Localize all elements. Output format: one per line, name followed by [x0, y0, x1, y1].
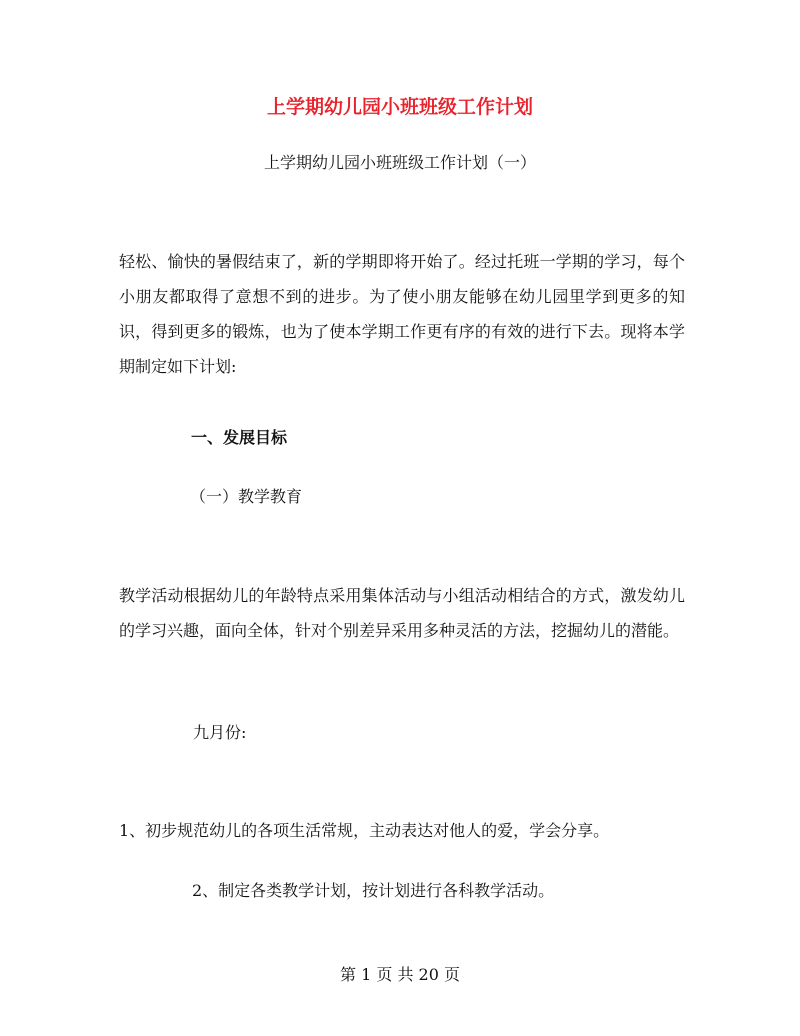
document-subtitle: 上学期幼儿园小班班级工作计划（一） — [263, 153, 536, 172]
list-item: 1、初步规范幼儿的各项生活常规，主动表达对他人的爱，学会分享。 — [119, 821, 610, 840]
subsection-heading: （一）教学教育 — [190, 487, 303, 506]
month-label: 九月份: — [193, 723, 247, 742]
intro-paragraph: 轻松、愉快的暑假结束了，新的学期即将开始了。经过托班一学期的学习，每个小朋友都取得了意想不到的进步。为了使小朋友能够在幼儿园里学到更多的知识，得到更多的锻炼，也为了使本学期工作更有序的有效的进行下去。现将本学期制定如下计划: — [119, 252, 685, 376]
teaching-paragraph: 教学活动根据幼儿的年龄特点采用集体活动与小组活动相结合的方式，激发幼儿的学习兴趣，面向全体，针对个别差异采用多种灵活的方法，挖掘幼儿的潜能。 — [119, 586, 685, 640]
page-footer: 第 1 页 共 20 页 — [340, 965, 460, 984]
list-item: 2、制定各类教学计划，按计划进行各科教学活动。 — [192, 881, 555, 900]
document-title: 上学期幼儿园小班班级工作计划 — [266, 96, 533, 118]
section-heading: 一、发展目标 — [191, 428, 288, 447]
